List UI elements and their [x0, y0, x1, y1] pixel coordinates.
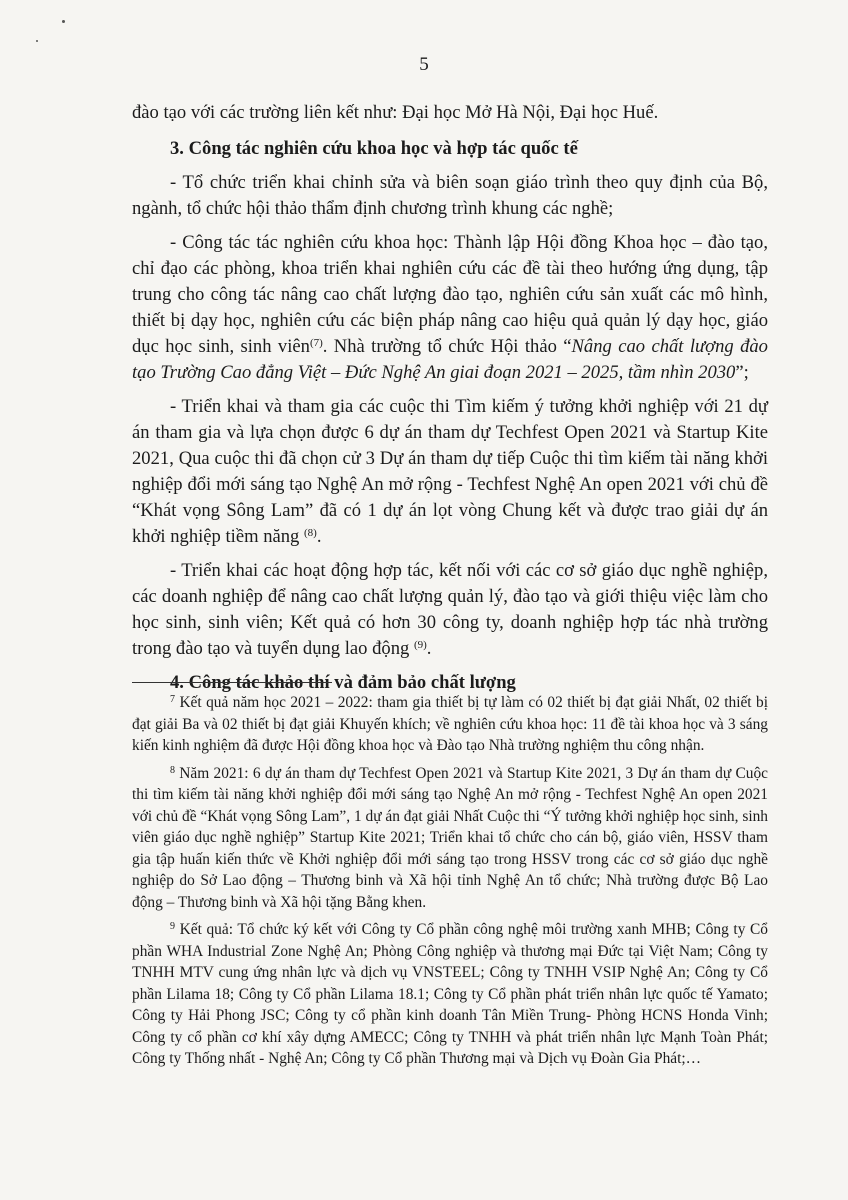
- paragraph-research-tail: . Nhà trường tổ chức Hội thảo “: [322, 336, 572, 357]
- paragraph-startup-text: - Triển khai và tham gia các cuộc thi Tìm kiếm ý tưởng khởi nghiệp với 21 dự án tham gia và lựa chọn được 6 dự án tham dự Techfest Open 2021 và Startup Kite 2021, Qua cuộc thi đã chọn cử 3 Dự án tham dự tiếp Cuộc thi tìm kiếm tài năng khởi nghiệp đổi mới sáng tạo Nghệ An mở rộng - Techfest Nghệ An open 2021 với chủ đề “Khát vọng Sông Lam” đã có 1 dự án lọt vòng Chung kết và được trao giải dự án khởi nghiệp tiềm năng: [132, 396, 768, 547]
- footnote-text: Kết quả năm học 2021 – 2022: tham gia thiết bị tự làm có 02 thiết bị đạt giải Nhất, 02 thiết bị đạt giải Ba và 02 thiết bị đạt giải Khuyến khích; về nghiên cứu khoa học: 11 đề tài khoa học và 3 sáng kiến kinh nghiệm đã được Hội đồng khoa học và Đào tạo Nhà trường nghiệm thu công nhận.: [132, 694, 768, 754]
- footnote-mark: 8: [170, 764, 175, 776]
- paragraph-cooperation-end: .: [426, 638, 432, 659]
- paragraph-research-text: - Công tác tác nghiên cứu khoa học: Thành lập Hội đồng Khoa học – đào tạo, chỉ đạo các phòng, khoa triển khai nghiên cứu các đề tài theo hướng ứng dụng, tập trung cho công tác nâng cao chất lượng đào tạo, nghiên cứu sản xuất các mô hình, thiết bị dạy học, nghiên cứu các biện pháp nâng cao hiệu quả quản lý dạy học, giáo dục học sinh, sinh viên: [132, 232, 768, 357]
- scan-speck: [36, 40, 38, 42]
- paragraph-textbook: - Tổ chức triển khai chỉnh sửa và biên soạn giáo trình theo quy định của Bộ, ngành, tổ chức hội thảo thẩm định chương trình khung các nghề;: [132, 172, 768, 219]
- intro-line: đào tạo với các trường liên kết như: Đại học Mở Hà Nội, Đại học Huế.: [132, 102, 659, 123]
- paragraph-cooperation: [132, 558, 768, 662]
- footnote-mark: 9: [170, 921, 175, 932]
- paragraph-startup: [132, 394, 768, 550]
- paragraph-startup-end: .: [316, 526, 322, 547]
- footnote-8: [132, 763, 768, 914]
- scan-speck: [62, 20, 65, 23]
- section-4-heading: 4. Công tác khảo thí và đảm bảo chất lượng: [170, 672, 516, 693]
- paragraph-cooperation-text: - Triển khai các hoạt động hợp tác, kết nối với các cơ sở giáo dục nghề nghiệp, các doanh nghiệp để nâng cao chất lượng quản lý, đào tạo và giới thiệu việc làm cho học sinh, sinh viên; Kết quả có hơn 30 công ty, doanh nghiệp hợp tác nhà trường trong đào tạo và tuyển dụng lao động: [132, 560, 768, 659]
- paragraph-research: [132, 230, 768, 386]
- footnote-ref-7: (7): [309, 337, 323, 349]
- workshop-title: Nâng cao chất lượng đào tạo Trường Cao đẳng Việt – Đức Nghệ An giai đoạn 2021 – 2025, tầm nhìn 2030: [132, 336, 768, 383]
- footnote-ref-8: (8): [303, 527, 317, 539]
- footnote-7: [132, 692, 768, 757]
- footnote-9: [132, 919, 768, 1070]
- footnote-mark: 7: [170, 694, 175, 705]
- paragraph-research-end: ”;: [735, 362, 749, 383]
- page-number: 5: [419, 54, 429, 75]
- body-text: [132, 100, 768, 704]
- footnote-text: Năm 2021: 6 dự án tham dự Techfest Open 2021 và Startup Kite 2021, 3 Dự án tham dự Cuộc thi tìm kiếm tài năng khởi nghiệp đổi mới sáng tạo Nghệ An mở rộng - Techfest Nghệ An open 2021 với chủ đề “Khát vọng Sông Lam”, 1 dự án đạt giải Nhất Cuộc thi “Ý tưởng khởi nghiệp học sinh, sinh viên giáo dục nghề nghiệp” Startup Kite 2021; Triển khai tổ chức cho cán bộ, giáo viên, HSSV tham gia tập huấn kiến thức về Khởi nghiệp đổi mới sáng tạo trong HSSV trong các cơ sở giáo dục nghề nghiệp do Sở Lao động – Thương binh và Xã hội tỉnh Nghệ An tổ chức; Nhà trường được Bộ Lao động – Thương binh và Xã hội tặng Bằng khen.: [132, 764, 768, 911]
- footnote-separator: [132, 682, 332, 683]
- footnotes: [132, 692, 768, 1076]
- section-3-heading: 3. Công tác nghiên cứu khoa học và hợp tác quốc tế: [170, 138, 578, 159]
- footnote-ref-9: (9): [413, 639, 427, 651]
- footnote-text: Kết quả: Tổ chức ký kết với Công ty Cổ phần công nghệ môi trường xanh MHB; Công ty Cổ phần WHA Industrial Zone Nghệ An; Phòng Công nghiệp và thương mại Đức tại Việt Nam; Công ty TNHH MTV cung ứng nhân lực và dịch vụ VNSTEEL; Công ty TNHH VSIP Nghệ An; Công ty Cổ phần Lilama 18; Công ty Cổ phần Lilama 18.1; Công ty Cổ phần phát triển nhân lực quốc tế Yamato; Công ty Hải Phong JSC; Công ty cổ phần kinh doanh Tân Miền Trung- Phòng HCNS Honda Vinh; Công ty cổ phần cơ khí xây dựng AMECC; Công ty TNHH và phát triển nhân lực Mạnh Toàn Phát; Công ty Thống nhất - Nghệ An; Công ty Cổ phần Thương mại và Dịch vụ Đoàn Gia Phát;…: [132, 921, 768, 1067]
